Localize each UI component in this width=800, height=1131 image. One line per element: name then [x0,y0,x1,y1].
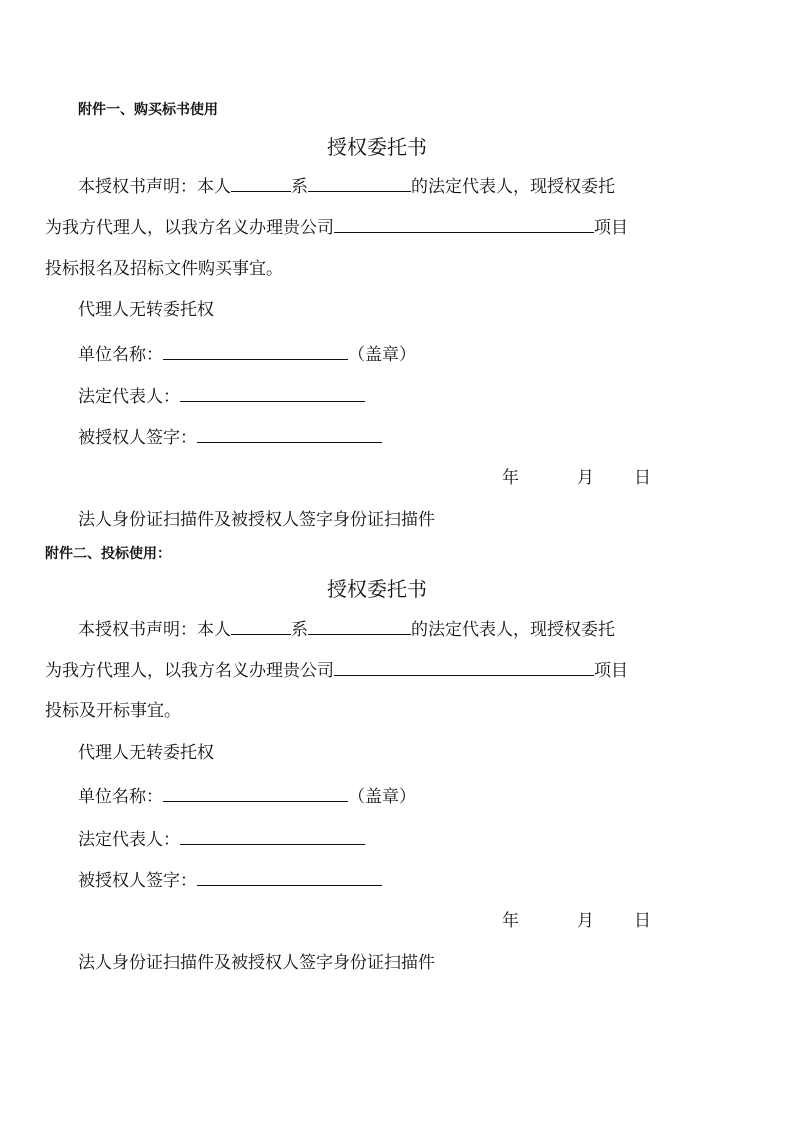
declaration-mid: 系 [291,177,308,197]
section1-agent-line [45,214,628,240]
company-name-blank [308,173,411,192]
agent-sign-label: 被授权人签字： [78,871,197,891]
unit-label: 单位名称： [78,787,163,807]
declaration-suffix: 的法定代表人，现授权委托 [411,620,615,640]
project-name-blank [334,657,594,676]
section1-legal-rep-line [78,383,365,409]
section2-agent-line [45,657,628,683]
declaration-suffix: 的法定代表人，现授权委托 [411,177,615,197]
section1-date-year: 年 [502,468,519,488]
agent-sign-blank [197,424,382,443]
declaration-mid: 系 [291,620,308,640]
seal-label: （盖章） [348,787,416,807]
section2-unit-line [78,783,416,809]
line2-prefix: 为我方代理人，以我方名义办理贵公司 [45,218,334,238]
legal-rep-blank [180,383,365,402]
section2-date-day: 日 [634,911,651,931]
line2-suffix: 项目 [594,218,628,238]
section1-title: 授权委托书 [327,135,427,159]
agent-sign-blank [197,867,382,886]
section2-legal-rep-line [78,826,365,852]
legal-rep-blank [180,826,365,845]
line2-suffix: 项目 [594,661,628,681]
section2-id-scan-note: 法人身份证扫描件及被授权人签字身份证扫描件 [78,953,435,973]
section1-heading: 附件一、购买标书使用 [78,102,218,118]
principal-name-blank [231,173,291,192]
section2-declaration-line [78,616,615,642]
section1-id-scan-note: 法人身份证扫描件及被授权人签字身份证扫描件 [78,510,435,530]
section1-agent-sign-line [78,424,382,450]
section2-date-month: 月 [577,911,594,931]
section2-purpose-line: 投标及开标事宜。 [45,701,181,721]
section1-unit-line [78,341,416,367]
section2-no-transfer: 代理人无转委托权 [78,743,214,763]
seal-label: （盖章） [348,345,416,365]
section2-agent-sign-line [78,867,382,893]
declaration-prefix: 本授权书声明：本人 [78,620,231,640]
unit-name-blank [163,341,348,360]
agent-sign-label: 被授权人签字： [78,428,197,448]
section1-purpose-line: 投标报名及招标文件购买事宜。 [45,259,283,279]
project-name-blank [334,214,594,233]
section1-declaration-line [78,173,615,199]
section2-date-year: 年 [502,911,519,931]
line2-prefix: 为我方代理人，以我方名义办理贵公司 [45,661,334,681]
principal-name-blank [231,616,291,635]
section1-no-transfer: 代理人无转委托权 [78,300,214,320]
section2-title: 授权委托书 [327,577,427,601]
section1-date-month: 月 [577,468,594,488]
section2-heading: 附件二、投标使用： [45,546,171,562]
company-name-blank [308,616,411,635]
unit-name-blank [163,783,348,802]
legal-rep-label: 法定代表人： [78,387,180,407]
legal-rep-label: 法定代表人： [78,830,180,850]
section1-date-day: 日 [634,468,651,488]
declaration-prefix: 本授权书声明：本人 [78,177,231,197]
unit-label: 单位名称： [78,345,163,365]
